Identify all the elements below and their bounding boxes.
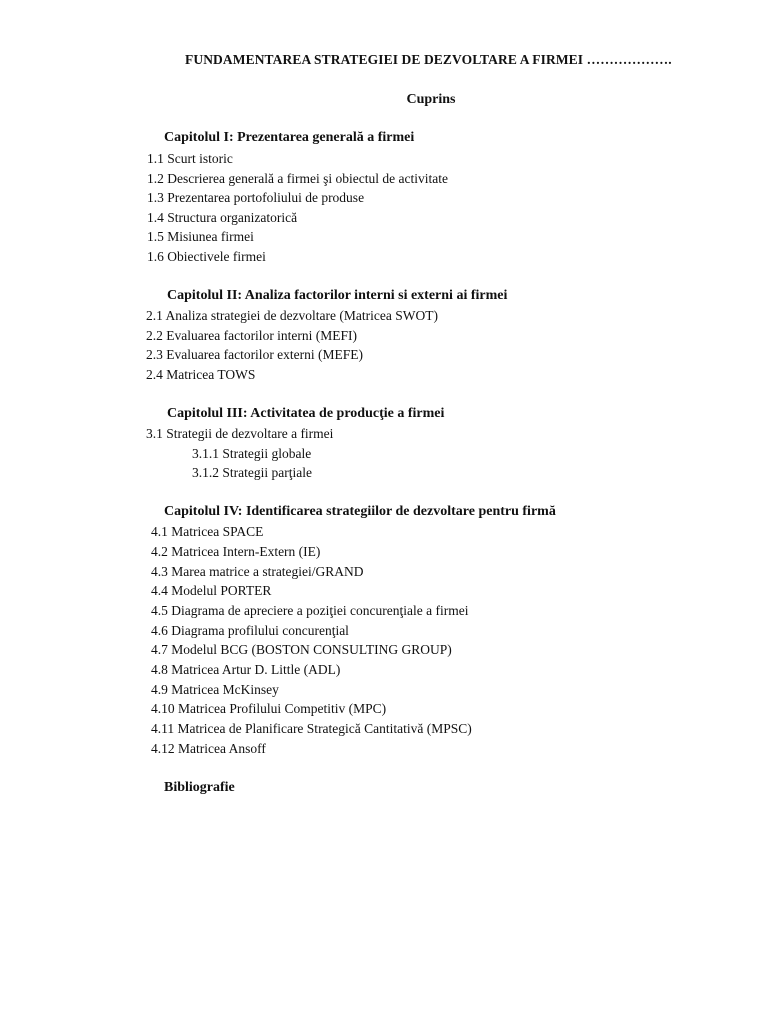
toc-item-2-1: 2.1 Analiza strategiei de dezvoltare (Matricea SWOT) xyxy=(146,308,438,323)
toc-item-4-8: 4.8 Matricea Artur D. Little (ADL) xyxy=(151,662,341,677)
toc-item-2-4: 2.4 Matricea TOWS xyxy=(146,367,256,382)
toc-item-4-11: 4.11 Matricea de Planificare Strategică Cantitativă (MPSC) xyxy=(151,721,472,736)
bibliography-heading: Bibliografie xyxy=(164,780,235,795)
toc-item-1-5: 1.5 Misiunea firmei xyxy=(147,229,254,244)
toc-item-2-3: 2.3 Evaluarea factorilor externi (MEFE) xyxy=(146,347,364,362)
toc-item-4-5: 4.5 Diagrama de apreciere a poziţiei concurenţiale a firmei xyxy=(151,603,469,618)
chapter-4-title: Capitolul IV: Identificarea strategiilor de dezvoltare pentru firmă xyxy=(164,504,556,519)
chapter-1-title: Capitolul I: Prezentarea generală a firmei xyxy=(164,130,415,145)
toc-item-4-4: 4.4 Modelul PORTER xyxy=(151,583,272,598)
toc-item-1-4: 1.4 Structura organizatorică xyxy=(147,210,298,225)
document-title: FUNDAMENTAREA STRATEGIEI DE DEZVOLTARE A FIRMEI ………………. xyxy=(185,52,672,67)
chapter-2-title: Capitolul II: Analiza factorilor interni si externi ai firmei xyxy=(167,288,508,303)
toc-item-4-9: 4.9 Matricea McKinsey xyxy=(151,682,279,697)
toc-item-3-1: 3.1 Strategii de dezvoltare a firmei xyxy=(146,426,334,441)
toc-heading: Cuprins xyxy=(406,92,456,107)
toc-item-1-3: 1.3 Prezentarea portofoliului de produse xyxy=(147,190,365,205)
toc-item-2-2: 2.2 Evaluarea factorilor interni (MEFI) xyxy=(146,328,358,343)
toc-item-3-1-1: 3.1.1 Strategii globale xyxy=(192,446,312,461)
toc-item-1-2: 1.2 Descrierea generală a firmei şi obiectul de activitate xyxy=(147,171,448,186)
toc-item-4-7: 4.7 Modelul BCG (BOSTON CONSULTING GROUP) xyxy=(151,642,452,657)
toc-item-3-1-2: 3.1.2 Strategii parţiale xyxy=(192,465,312,480)
toc-item-4-12: 4.12 Matricea Ansoff xyxy=(151,741,266,756)
toc-item-4-10: 4.10 Matricea Profilului Competitiv (MPC) xyxy=(151,701,387,716)
toc-item-4-1: 4.1 Matricea SPACE xyxy=(151,524,264,539)
toc-item-4-6: 4.6 Diagrama profilului concurenţial xyxy=(151,623,349,638)
toc-item-4-2: 4.2 Matricea Intern-Extern (IE) xyxy=(151,544,321,559)
toc-item-1-1: 1.1 Scurt istoric xyxy=(147,151,233,166)
chapter-3-title: Capitolul III: Activitatea de producţie a firmei xyxy=(167,406,445,421)
toc-item-1-6: 1.6 Obiectivele firmei xyxy=(147,249,266,264)
toc-item-4-3: 4.3 Marea matrice a strategiei/GRAND xyxy=(151,564,364,579)
